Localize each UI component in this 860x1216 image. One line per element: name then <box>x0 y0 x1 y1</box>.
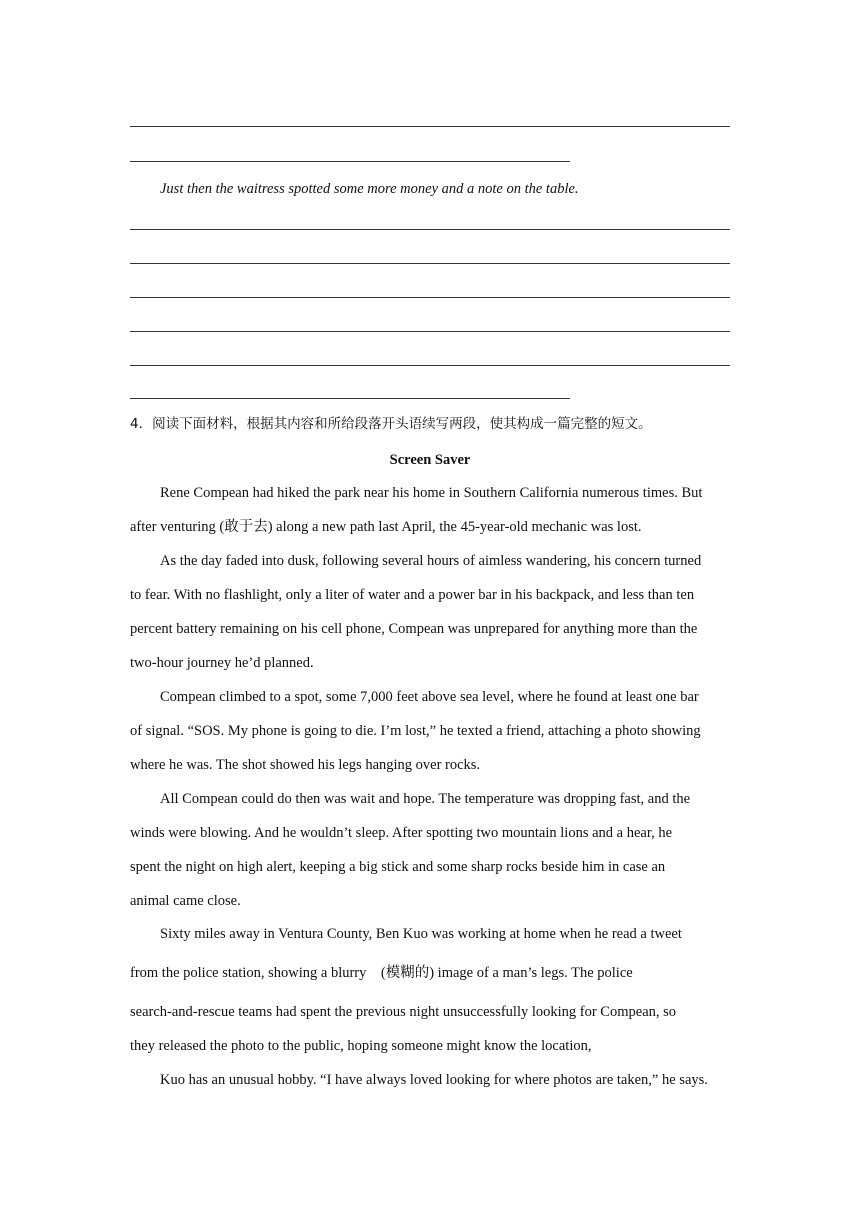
answer-line[interactable] <box>130 297 730 298</box>
passage-line: Compean climbed to a spot, some 7,000 feet above sea level, where he found at least one bar <box>160 689 699 705</box>
answer-line[interactable] <box>130 331 730 332</box>
answer-line[interactable] <box>130 229 730 230</box>
passage-line: to fear. With no flashlight, only a liter of water and a power bar in his backpack, and less than ten <box>130 587 695 603</box>
answer-line[interactable] <box>130 126 730 127</box>
passage-line: Kuo has an unusual hobby. “I have always loved looking for where photos are taken,” he says. <box>160 1072 708 1088</box>
passage-line: percent battery remaining on his cell phone, Compean was unprepared for anything more than the <box>130 621 698 637</box>
answer-line[interactable] <box>130 398 570 399</box>
question-instruction: 4．阅读下面材料，根据其内容和所给段落开头语续写两段，使其构成一篇完整的短文。 <box>130 416 652 432</box>
answer-line[interactable] <box>130 365 730 366</box>
passage-line: they released the photo to the public, hoping someone might know the location, <box>130 1038 592 1054</box>
passage-line: Rene Compean had hiked the park near his home in Southern California numerous times. But <box>160 485 703 501</box>
passage-line: two-hour journey he’d planned. <box>130 655 314 671</box>
paragraph-prompt: Just then the waitress spotted some more money and a note on the table. <box>160 181 579 197</box>
passage-line: All Compean could do then was wait and hope. The temperature was dropping fast, and the <box>160 791 691 807</box>
passage-line: winds were blowing. And he wouldn’t sleep. After spotting two mountain lions and a hear, he <box>130 825 673 841</box>
passage-line: of signal. “SOS. My phone is going to die. I’m lost,” he texted a friend, attaching a photo showing <box>130 723 701 739</box>
passage-line: after venturing (敢于去) along a new path last April, the 45-year-old mechanic was lost. <box>130 519 642 535</box>
passage-line: where he was. The shot showed his legs hanging over rocks. <box>130 757 481 773</box>
answer-line[interactable] <box>130 263 730 264</box>
passage-line: spent the night on high alert, keeping a big stick and some sharp rocks beside him in case an <box>130 859 666 875</box>
passage-title: Screen Saver <box>389 452 471 468</box>
passage-line: animal came close. <box>130 893 241 909</box>
passage-line: search-and-rescue teams had spent the previous night unsuccessfully looking for Compean, so <box>130 1004 677 1020</box>
passage-line: Sixty miles away in Ventura County, Ben Kuo was working at home when he read a tweet <box>160 926 682 942</box>
answer-line[interactable] <box>130 161 570 162</box>
passage-line: from the police station, showing a blurry (模糊的) image of a man’s legs. The police <box>130 965 633 981</box>
passage-line: As the day faded into dusk, following several hours of aimless wandering, his concern turned <box>160 553 702 569</box>
